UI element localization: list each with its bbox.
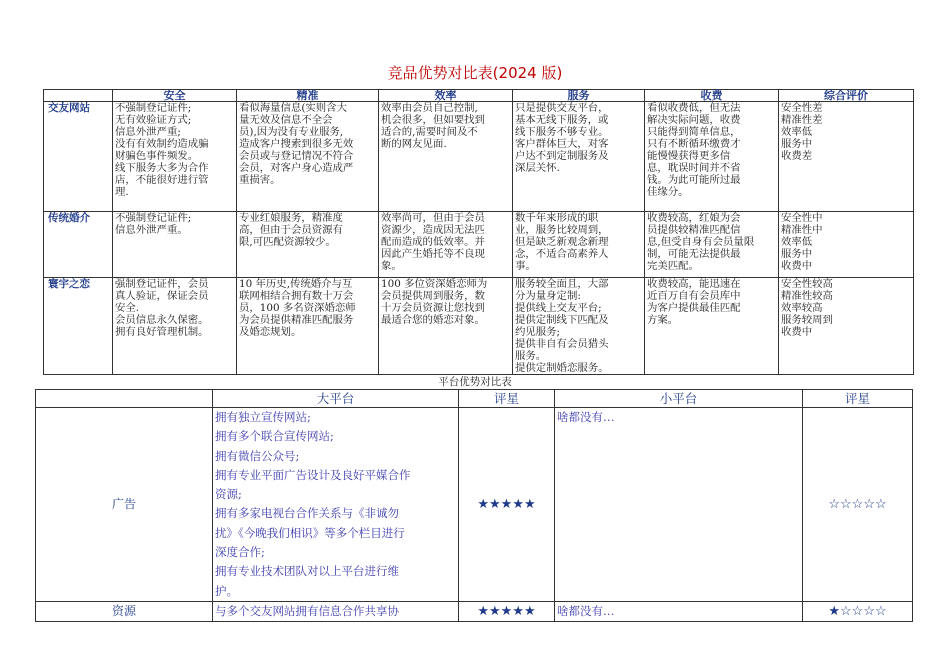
cell-precision: [237, 102, 379, 212]
big-rating-stars: ★★★★★: [459, 408, 555, 602]
cell-efficiency: [379, 278, 513, 375]
cell-line: 服务较周到: [781, 314, 833, 326]
cell-line: 最适合您的婚恋对象。: [381, 314, 485, 326]
small-platform-cell: [555, 601, 803, 621]
small-rating-stars: ☆☆☆☆☆: [803, 408, 913, 602]
cell-line: 息，耽误时间并不省: [647, 162, 741, 174]
cell-line: 深层关怀.: [515, 162, 560, 174]
cell-line: 拥有独立宣传网站;: [215, 410, 311, 424]
cell-line: 提供定制婚恋服务。: [515, 362, 609, 374]
cell-line: 护。: [215, 583, 238, 598]
header-overall: 综合评价: [779, 90, 914, 102]
cell-line: 财骗色事件频发。: [115, 150, 199, 162]
row-label: 交友网站: [44, 102, 113, 212]
cell-line: 解决实际问题，收费: [647, 114, 741, 126]
cell-line: 员，100 多名资深婚恋师: [239, 302, 356, 314]
cell-line: 十万会员资源让您找到: [381, 302, 485, 314]
cell-line: 制，可能无法提供最: [647, 248, 741, 260]
cell-line: 收费差: [781, 150, 813, 162]
cell-line: 效率较高: [781, 302, 823, 314]
cell-line: 客户群体巨大，对客: [515, 138, 609, 150]
cell-line: 限,可匹配资源较少。: [239, 236, 336, 248]
cell-line: 重损害。: [239, 174, 281, 186]
cell-line: 会员，对客户身心造成严: [239, 162, 354, 174]
cell-line: 象。: [381, 260, 402, 272]
cell-line: 拥有微信公众号;: [215, 448, 300, 463]
header-small-platform: 小平台: [555, 390, 803, 408]
cell-overall: [779, 212, 914, 278]
header-efficiency: 效率: [379, 90, 513, 102]
cell-line: 服务较全面且，大部: [515, 278, 609, 290]
cell-line: 适合的,需要时间及不: [381, 126, 478, 138]
cell-line: 安全性较高: [781, 278, 833, 290]
table1-row: [44, 278, 914, 375]
table2-row: [36, 601, 913, 621]
cell-line: 信息外泄严重。: [115, 224, 188, 236]
cell-line: 拥有专业平面广告设计及良好平媒合作: [215, 467, 411, 482]
cell-line: 资源;: [215, 487, 242, 502]
cell-line: 安全性差: [781, 102, 823, 114]
cell-line: 100 多位资深婚恋师为: [381, 278, 488, 290]
cell-line: 收费中: [781, 326, 813, 338]
table2-corner: [36, 390, 213, 408]
table2-row: [36, 408, 913, 602]
cell-line: 精准性差: [781, 114, 823, 126]
cell-line: 店，不能很好进行管: [115, 174, 209, 186]
cell-line: 拥有专业技术团队对以上平台进行维: [215, 564, 399, 579]
platform-table-caption: 平台优势对比表: [438, 376, 512, 388]
cell-line: 完美匹配。: [647, 260, 699, 272]
cell-line: 业，服务比较周到，: [515, 224, 609, 236]
cell-line: 高，但由于会员资源有: [239, 224, 343, 236]
table1-row: [44, 212, 914, 278]
cell-line: 没有有效制约造成骗: [115, 138, 209, 150]
cell-line: 线下服务不够专业。: [515, 126, 609, 138]
cell-line: 念，不适合高素养人: [515, 248, 609, 260]
header-big-platform: 大平台: [213, 390, 459, 408]
cell-line: 及婚恋规划。: [239, 326, 302, 338]
cell-line: 理.: [115, 186, 129, 198]
cell-line: 提供非自有会员猎头: [515, 338, 609, 350]
small-platform-cell: [555, 408, 803, 602]
header-precision: 精准: [237, 90, 379, 102]
cell-overall: [779, 278, 914, 375]
cell-line: 服务中: [781, 248, 813, 260]
cell-service: [513, 102, 645, 212]
cell-line: 因此产生婚托等不良现: [381, 248, 485, 260]
cell-line: 数千年来形成的职: [515, 212, 599, 224]
cell-line: 基本无线下服务，或: [515, 114, 609, 126]
big-platform-cell: [213, 408, 459, 602]
cell-line: 户达不到定制服务及: [515, 150, 609, 162]
big-platform-cell: [213, 601, 459, 621]
cell-line: 为客户提供最佳匹配: [647, 302, 741, 314]
cell-line: 强制登记证件，会员: [115, 278, 209, 290]
cell-line: 近百万自有会员库中: [647, 290, 741, 302]
cell-line: 服务中: [781, 138, 813, 150]
cell-safety: [113, 212, 237, 278]
cell-fee: [645, 102, 779, 212]
cell-efficiency: [379, 102, 513, 212]
row-label: 传统婚介: [44, 212, 113, 278]
cell-line: 只是提供交友平台，: [515, 102, 609, 114]
cell-safety: [113, 278, 237, 375]
cell-line: 拥有多个联合宣传网站;: [215, 429, 334, 444]
row-label: 资源: [36, 601, 213, 621]
cell-line: 量无效及信息不全会: [239, 114, 333, 126]
cell-line: 真人验证，保证会员: [115, 290, 209, 302]
cell-line: 不强制登记证件;: [115, 212, 192, 224]
cell-line: 能慢慢获得更多信: [647, 150, 731, 162]
cell-line: 线下服务大多为合作: [115, 162, 209, 174]
cell-line: 无有效验证方式;: [115, 114, 192, 126]
cell-line: 啥都没有…: [557, 410, 615, 424]
cell-fee: [645, 212, 779, 278]
cell-line: 只能得到简单信息，: [647, 126, 741, 138]
cell-line: 方案。: [647, 314, 679, 326]
platform-comparison-table: [35, 389, 913, 622]
cell-line: 员提供较精准匹配信: [647, 224, 741, 236]
cell-line: 安全性中: [781, 212, 823, 224]
cell-precision: [237, 212, 379, 278]
cell-service: [513, 278, 645, 375]
header-fee: 收费: [645, 90, 779, 102]
cell-line: 与多个交友网站拥有信息合作共享协: [215, 603, 399, 618]
header-safety: 安全: [113, 90, 237, 102]
cell-line: 拥有良好管理机制。: [115, 326, 209, 338]
cell-line: 不强制登记证件;: [115, 102, 192, 114]
cell-line: 精准性较高: [781, 290, 833, 302]
table1-row: [44, 102, 914, 212]
competitor-comparison-table: [43, 89, 914, 375]
cell-line: 为会员提供精准匹配服务: [239, 314, 354, 326]
cell-line: 效率低: [781, 126, 813, 138]
cell-line: 服务。: [515, 350, 547, 362]
cell-line: 佳缘分。: [647, 186, 689, 198]
row-label: 广告: [36, 408, 213, 602]
cell-line: 机会很多，但如要找到: [381, 114, 485, 126]
cell-line: 扰》《今晚我们相识》等多个栏目进行: [215, 525, 405, 540]
cell-line: 约见服务;: [515, 326, 561, 338]
cell-line: 但是缺乏新观念新理: [515, 236, 609, 248]
cell-line: 断的网友见面.: [381, 138, 447, 150]
cell-line: 收费较高，能迅速在: [647, 278, 741, 290]
cell-line: 拥有多家电视台合作关系与《非诚勿: [215, 506, 399, 521]
document-title: 竞品优势对比表(2024 版): [387, 64, 563, 82]
cell-line: 会员或与登记情况不符合: [239, 150, 354, 162]
cell-line: 收费中: [781, 260, 813, 272]
cell-line: 信息外泄严重;: [115, 126, 181, 138]
cell-overall: [779, 102, 914, 212]
cell-line: 啥都没有…: [557, 603, 615, 618]
cell-line: 提供定制线下匹配及: [515, 314, 609, 326]
header-small-rating: 评星: [803, 390, 913, 408]
cell-line: 专业红娘服务，精准度: [239, 212, 343, 224]
cell-safety: [113, 102, 237, 212]
cell-line: 配而造成的低效率。并: [381, 236, 485, 248]
cell-line: 联网相结合拥有数十万会: [239, 290, 354, 302]
cell-line: 精准性中: [781, 224, 823, 236]
cell-line: 10 年历史,传统婚介与互: [239, 278, 353, 290]
header-service: 服务: [513, 90, 645, 102]
cell-line: 看似海量信息(实则含大: [239, 102, 347, 114]
cell-line: 只有不断循环缴费才: [647, 138, 741, 150]
cell-line: 会员提供周到服务，数: [381, 290, 485, 302]
cell-efficiency: [379, 212, 513, 278]
cell-line: 深度合作;: [215, 545, 265, 560]
table1-corner: [44, 90, 113, 102]
cell-line: 息,但受自身有会员量限: [647, 236, 755, 248]
cell-line: 收费较高，红娘为会: [647, 212, 741, 224]
table2-header-row: [36, 390, 913, 408]
cell-fee: [645, 278, 779, 375]
cell-service: [513, 212, 645, 278]
cell-line: 资源少，造成因无法匹: [381, 224, 485, 236]
cell-line: 分为量身定制:: [515, 290, 581, 302]
cell-line: 效率由会员自己控制,: [381, 102, 478, 114]
cell-line: 会员信息永久保密。: [115, 314, 209, 326]
cell-precision: [237, 278, 379, 375]
cell-line: 事。: [515, 260, 536, 272]
cell-line: 效率尚可，但由于会员: [381, 212, 485, 224]
cell-line: 员),因为没有专业服务,: [239, 126, 344, 138]
header-big-rating: 评星: [459, 390, 555, 408]
cell-line: 安全.: [115, 302, 140, 314]
cell-line: 看似收费低，但无法: [647, 102, 741, 114]
row-label: 寰宇之恋: [44, 278, 113, 375]
big-rating-stars: ★★★★★: [459, 601, 555, 621]
cell-line: 提供线上交友平台;: [515, 302, 602, 314]
cell-line: 造成客户搜索到很多无效: [239, 138, 354, 150]
small-rating-stars: ★☆☆☆☆: [803, 601, 913, 621]
cell-line: 效率低: [781, 236, 813, 248]
cell-line: 钱。为此可能所过最: [647, 174, 741, 186]
table1-header-row: [44, 90, 914, 102]
